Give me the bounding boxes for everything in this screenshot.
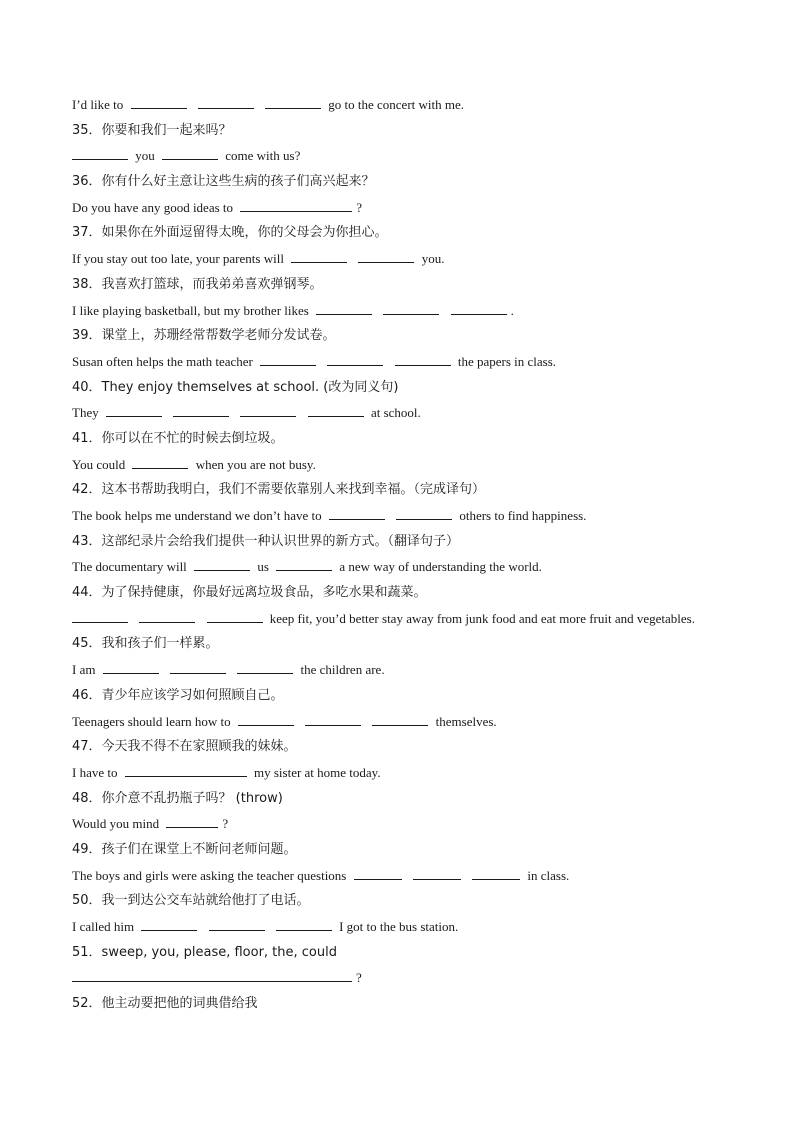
question-43: 43．这部纪录片会给我们提供一种认识世界的新方式。（翻译句子）	[72, 533, 460, 549]
answer-text: You could	[72, 456, 126, 472]
answer-text: If you stay out too late, your parents will	[72, 251, 284, 267]
question-41: 41．你可以在不忙的时候去倒垃圾。	[72, 430, 284, 446]
answer-blank[interactable]	[276, 558, 332, 571]
answer-text: They	[72, 405, 99, 421]
answer-blank[interactable]	[354, 867, 402, 880]
answer-blank[interactable]	[395, 353, 451, 366]
answer-text: I like playing basketball, but my brother likes	[72, 302, 309, 318]
answer-blank[interactable]	[170, 661, 226, 674]
answer-text: at school.	[370, 405, 421, 421]
answer-blank[interactable]	[194, 558, 250, 571]
answer-text: The book helps me understand we don’t have to	[72, 508, 322, 523]
answer-text: I got to the bus station.	[339, 919, 459, 934]
answer-text: .	[510, 302, 514, 318]
answer-line-42	[72, 503, 762, 529]
question-42: 42．这本书帮助我明白，我们不需要依靠别人来找到幸福。（完成译句）	[72, 482, 486, 498]
answer-text: I am	[72, 662, 96, 678]
answer-blank[interactable]	[207, 610, 263, 623]
answer-blank[interactable]	[209, 918, 265, 931]
answer-blank[interactable]	[396, 507, 452, 520]
answer-line-37	[72, 246, 762, 272]
answer-line-38	[72, 298, 762, 324]
answer-line-35	[72, 143, 762, 169]
answer-line-41	[72, 452, 762, 478]
answer-line-44	[72, 606, 762, 632]
answer-blank[interactable]	[162, 147, 218, 160]
answer-line-46	[72, 709, 762, 735]
answer-text: come with us?	[225, 148, 301, 164]
answer-text: ?	[356, 970, 362, 986]
answer-blank[interactable]	[327, 353, 383, 366]
answer-blank[interactable]	[131, 96, 187, 109]
answer-text: others to find happiness.	[459, 508, 587, 523]
answer-blank[interactable]	[472, 867, 520, 880]
answer-text: my sister at home today.	[253, 764, 381, 780]
answer-text: us	[257, 559, 269, 575]
question-36: 36．你有什么好主意让这些生病的孩子们高兴起来？	[72, 174, 375, 190]
answer-text: Teenagers should learn how to	[72, 713, 231, 729]
answer-blank[interactable]	[413, 867, 461, 880]
question-50: 50．我一到达公交车站就给他打了电话。	[72, 893, 310, 909]
question-46: 46．青少年应该学习如何照顾自己。	[72, 687, 284, 703]
answer-text: The documentary will	[72, 559, 187, 575]
answer-line-39	[72, 349, 762, 375]
answer-line-47	[72, 760, 762, 786]
answer-blank[interactable]	[237, 661, 293, 674]
answer-blank[interactable]	[383, 302, 439, 315]
question-38: 38．我喜欢打篮球，而我弟弟喜欢弹钢琴。	[72, 276, 323, 292]
answer-blank[interactable]	[141, 918, 197, 931]
answer-blank[interactable]	[316, 302, 372, 315]
answer-text: when you are not busy.	[195, 456, 316, 472]
question-37: 37．如果你在外面逗留得太晚，你的父母会为你担心。	[72, 225, 388, 241]
question-52: 52．他主动要把他的词典借给我	[72, 996, 258, 1012]
answer-line-45	[72, 657, 762, 683]
answer-line-51	[72, 965, 762, 991]
answer-line-50	[72, 914, 762, 940]
answer-line-43	[72, 554, 762, 580]
answer-line-49	[72, 863, 762, 889]
question-49: 49．孩子们在课堂上不断问老师问题。	[72, 841, 297, 857]
answer-blank[interactable]	[240, 199, 352, 212]
answer-blank[interactable]	[173, 404, 229, 417]
answer-text: you	[135, 148, 155, 164]
answer-line-40	[72, 400, 762, 426]
answer-text: you.	[421, 251, 445, 267]
answer-line-34	[72, 92, 762, 118]
answer-line-36	[72, 195, 762, 221]
answer-blank[interactable]	[240, 404, 296, 417]
question-39: 39．课堂上，苏珊经常帮数学老师分发试卷。	[72, 328, 336, 344]
answer-text: The boys and girls were asking the teacher questions	[72, 867, 347, 883]
answer-text: Would you mind	[72, 816, 160, 832]
answer-text: the papers in class.	[457, 353, 557, 369]
answer-blank[interactable]	[166, 815, 218, 828]
question-45: 45．我和孩子们一样累。	[72, 636, 219, 652]
answer-blank[interactable]	[72, 147, 128, 160]
answer-blank[interactable]	[329, 507, 385, 520]
answer-text: Susan often helps the math teacher	[72, 353, 253, 369]
answer-text: I have to	[72, 764, 118, 780]
answer-text: in class.	[527, 867, 570, 883]
answer-blank[interactable]	[132, 456, 188, 469]
answer-blank[interactable]	[265, 96, 321, 109]
answer-text: go to the concert with me.	[328, 97, 465, 112]
answer-blank[interactable]	[106, 404, 162, 417]
answer-blank[interactable]	[260, 353, 316, 366]
question-35: 35．你要和我们一起来吗？	[72, 122, 232, 138]
answer-text: keep fit, you’d better stay away from junk food and eat more fruit and vegetables.	[269, 610, 695, 626]
question-51: 51．sweep, you, please, floor, the, could	[72, 944, 337, 960]
answer-text: Do you have any good ideas to	[72, 199, 234, 215]
answer-blank[interactable]	[139, 610, 195, 623]
answer-text: ?	[222, 816, 229, 832]
answer-blank[interactable]	[291, 250, 347, 263]
answer-text: I called him	[72, 919, 135, 934]
answer-text: the children are.	[300, 662, 385, 678]
answer-blank[interactable]	[125, 764, 247, 777]
question-48: 48．你介意不乱扔瓶子吗？ (throw)	[72, 790, 283, 806]
answer-blank[interactable]	[72, 969, 352, 982]
answer-line-48	[72, 811, 762, 837]
answer-blank[interactable]	[103, 661, 159, 674]
answer-blank[interactable]	[358, 250, 414, 263]
question-44: 44．为了保持健康，你最好远离垃圾食品，多吃水果和蔬菜。	[72, 585, 427, 601]
answer-text: I’d like to	[72, 97, 124, 112]
answer-blank[interactable]	[372, 713, 428, 726]
answer-blank[interactable]	[308, 404, 364, 417]
answer-blank[interactable]	[451, 302, 507, 315]
question-47: 47．今天我不得不在家照顾我的妹妹。	[72, 739, 297, 755]
answer-blank[interactable]	[238, 713, 294, 726]
answer-text: ?	[356, 199, 363, 215]
answer-text: a new way of understanding the world.	[339, 559, 542, 575]
answer-blank[interactable]	[276, 918, 332, 931]
exercise-page	[72, 92, 762, 1017]
answer-blank[interactable]	[72, 610, 128, 623]
answer-text: themselves.	[435, 713, 497, 729]
question-40: 40．They enjoy themselves at school. (改为同义句)	[72, 379, 399, 395]
answer-blank[interactable]	[198, 96, 254, 109]
answer-blank[interactable]	[305, 713, 361, 726]
